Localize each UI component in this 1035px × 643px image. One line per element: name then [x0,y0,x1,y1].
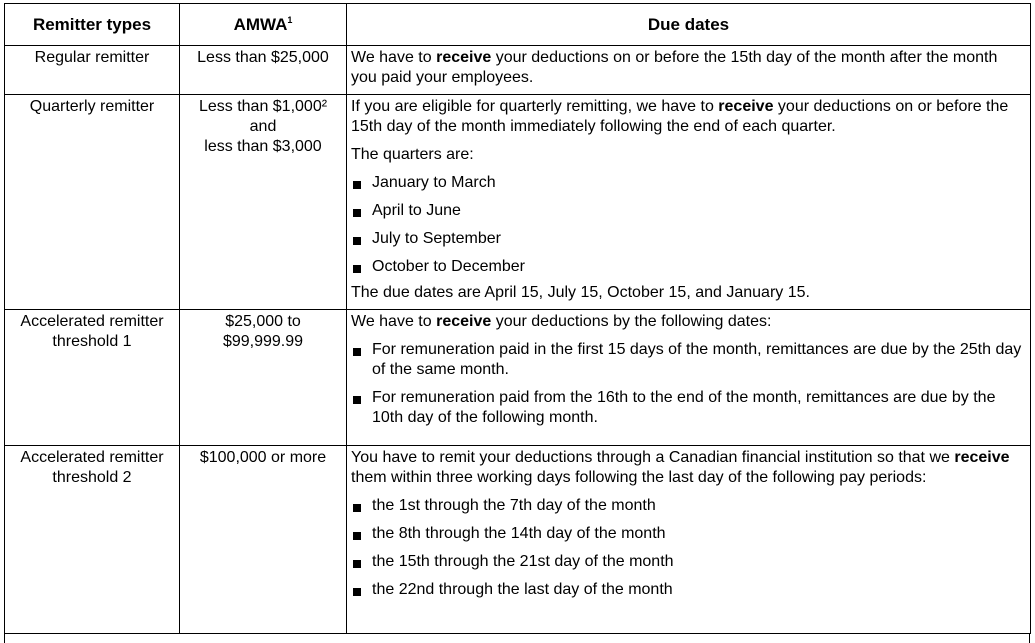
list-item: the 1st through the 7th day of the month [351,496,1024,516]
remitter-type-cell: Accelerated remitter threshold 1 [5,310,180,446]
list-item: January to March [351,173,1024,193]
list-item: the 8th through the 14th day of the month [351,524,1024,544]
remitter-due-dates-table [4,3,1031,634]
due-dates-cell [347,310,1031,446]
list-item: the 15th through the 21st day of the month [351,552,1024,572]
list-item: For remuneration paid in the first 15 days of the month, remittances are due by the 25th day of the same month. [351,340,1024,380]
header-amwa: AMWA$^1$ [180,4,347,46]
due-text: We have to receive your deductions on or before the 15th day of the month after the month you paid your employees. [351,49,998,86]
quarterly-due-dates-note: The due dates are April 15, July 15, October 15, and January 15. [351,284,810,301]
remitter-type-cell: Regular remitter [5,46,180,95]
threshold1-list [351,340,1024,428]
due-text: We have to receive your deductions by the following dates: [351,313,772,330]
remitter-type-cell: Quarterly remitter [5,95,180,310]
table-row-accelerated-2 [5,446,1031,634]
amwa-cell [180,95,347,310]
amwa-line: $25,000 to [225,313,301,330]
due-dates-cell [347,46,1031,95]
due-text: You have to remit your deductions through a Canadian financial institution so that we receive them within three working days following the last day of the following pay periods: [351,449,1010,486]
due-text: If you are eligible for quarterly remitting, we have to receive your deductions on or before the 15th day of the month immediately following the end of each quarter. [351,98,1009,135]
quarters-list [351,173,1024,277]
list-item: For remuneration paid from the 16th to the end of the month, remittances are due by the 10th day of the following month. [351,388,1024,428]
table-row-quarterly [5,95,1031,310]
threshold2-list [351,496,1024,600]
header-row [5,4,1031,46]
quarters-intro: The quarters are: [351,146,474,163]
header-remitter-types: Remitter types [5,4,180,46]
amwa-line: $99,999.99 [222,333,304,350]
list-item: October to December [351,257,1024,277]
amwa-line: Less than $1,000² [198,98,328,115]
amwa-line: and [249,118,277,135]
amwa-cell [180,310,347,446]
footnote-marker-1: 1 [287,14,293,25]
amwa-cell: Less than $25,000 [180,46,347,95]
amwa-cell: $100,000 or more [180,446,347,634]
due-dates-cell [347,95,1031,310]
list-item: July to September [351,229,1024,249]
due-dates-cell [347,446,1031,634]
list-item: April to June [351,201,1024,221]
remitter-type-cell: Accelerated remitter threshold 2 [5,446,180,634]
table-row-regular [5,46,1031,95]
table-row-accelerated-1 [5,310,1031,446]
table-continuation-edge [4,633,1030,643]
header-due-dates: Due dates [347,4,1031,46]
amwa-line: less than $3,000 [204,138,322,155]
list-item: the 22nd through the last day of the month [351,580,1024,600]
